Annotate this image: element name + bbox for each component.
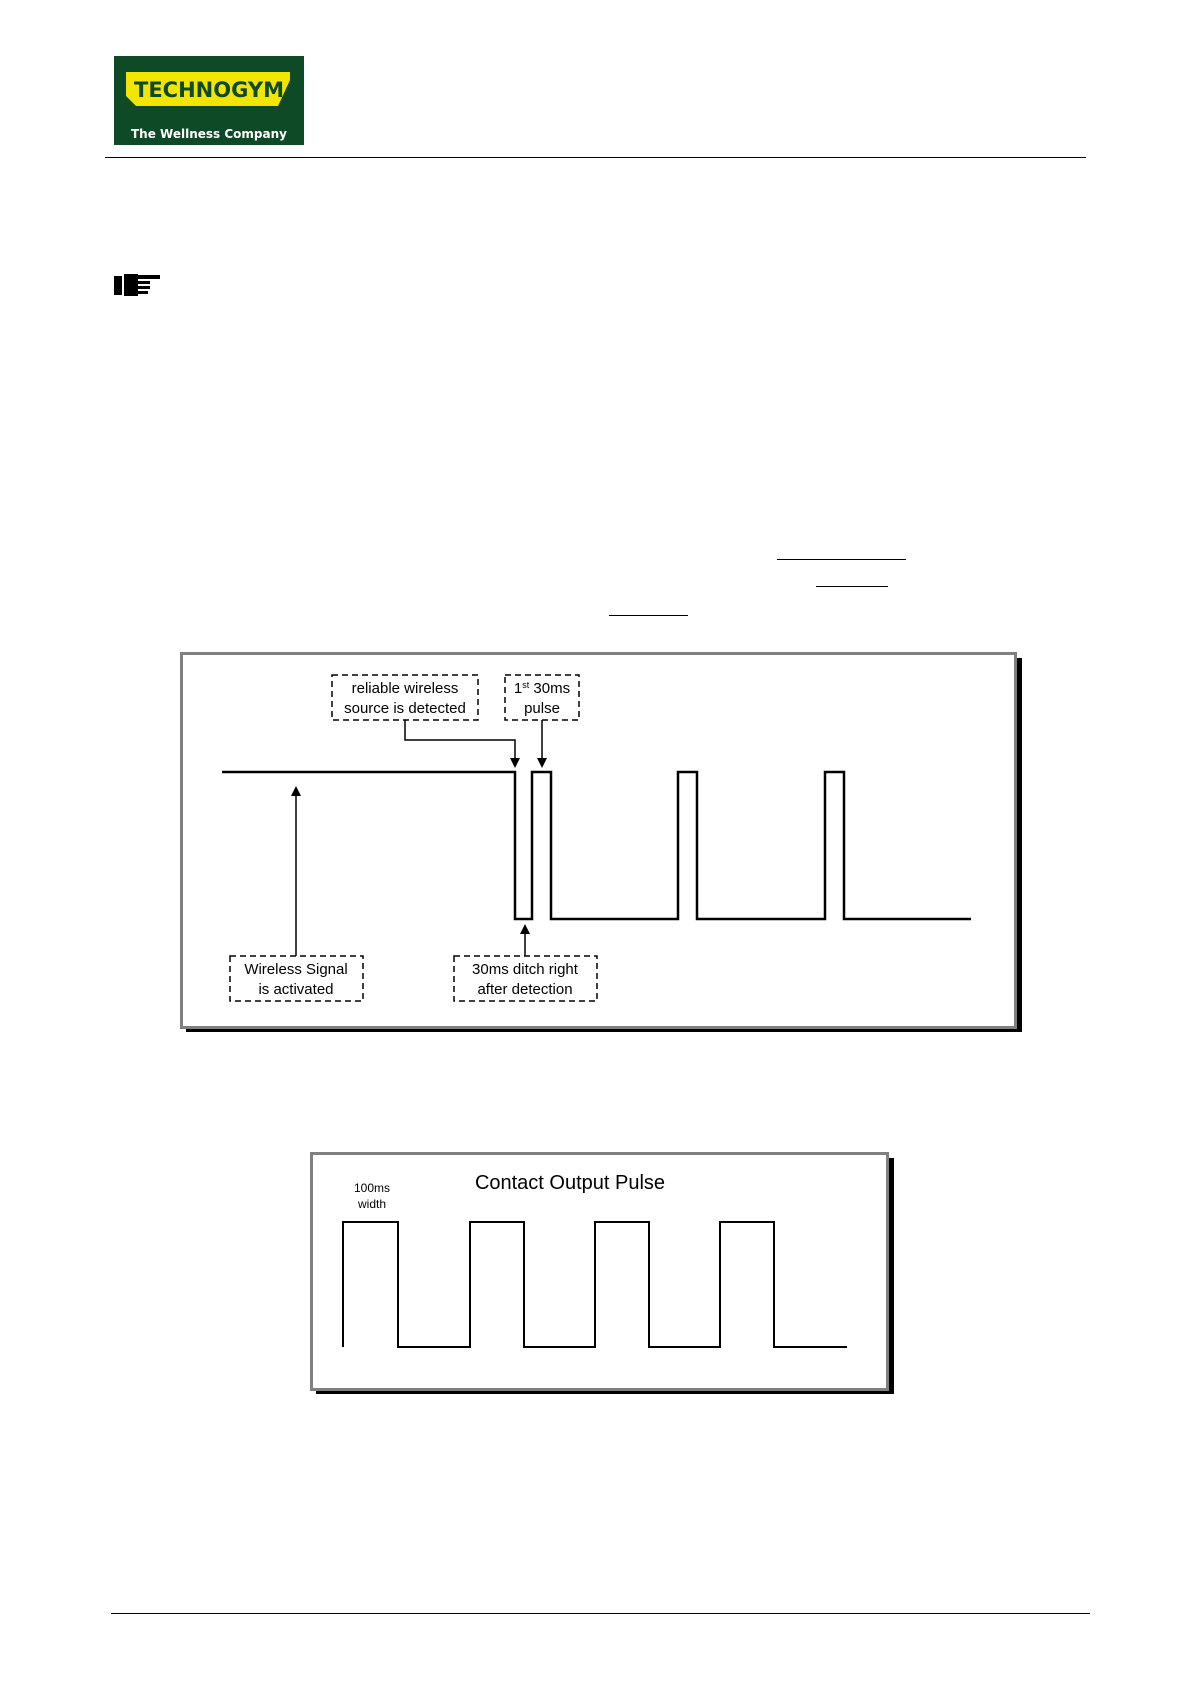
wireless-timing-figure	[180, 652, 1026, 1041]
contact-output-title: Contact Output Pulse	[474, 1172, 666, 1194]
pulse-ordinal-suffix: st	[522, 680, 530, 690]
underline-blank-2	[816, 586, 888, 587]
pointing-hand-icon	[114, 272, 160, 303]
callout-ditch-line1: 30ms ditch right	[472, 961, 578, 978]
pulse-duration: 30ms	[529, 680, 571, 697]
pulse-ordinal-number: 1	[513, 680, 523, 697]
logo-wordmark: TECHNOGYM	[134, 78, 284, 102]
callout-signal-line1: Wireless Signal	[244, 961, 348, 978]
callout-reliable-line1: reliable wireless	[351, 680, 459, 697]
pulse-width-label-line1: 100ms	[353, 1181, 391, 1195]
contact-output-figure	[310, 1152, 896, 1401]
callout-pulse-line2: pulse	[524, 700, 560, 717]
pulse-width-label-line2: width	[357, 1197, 387, 1211]
underline-blank-3	[609, 615, 688, 616]
callout-ditch-line2: after detection	[477, 981, 573, 998]
underline-blank-1	[777, 559, 906, 560]
logo-tagline: The Wellness Company	[131, 127, 287, 141]
header-rule	[105, 157, 1086, 158]
callout-signal-line2: is activated	[258, 981, 334, 998]
callout-reliable-line2: source is detected	[344, 700, 466, 717]
footer-rule	[111, 1613, 1090, 1614]
technogym-logo	[114, 56, 304, 145]
